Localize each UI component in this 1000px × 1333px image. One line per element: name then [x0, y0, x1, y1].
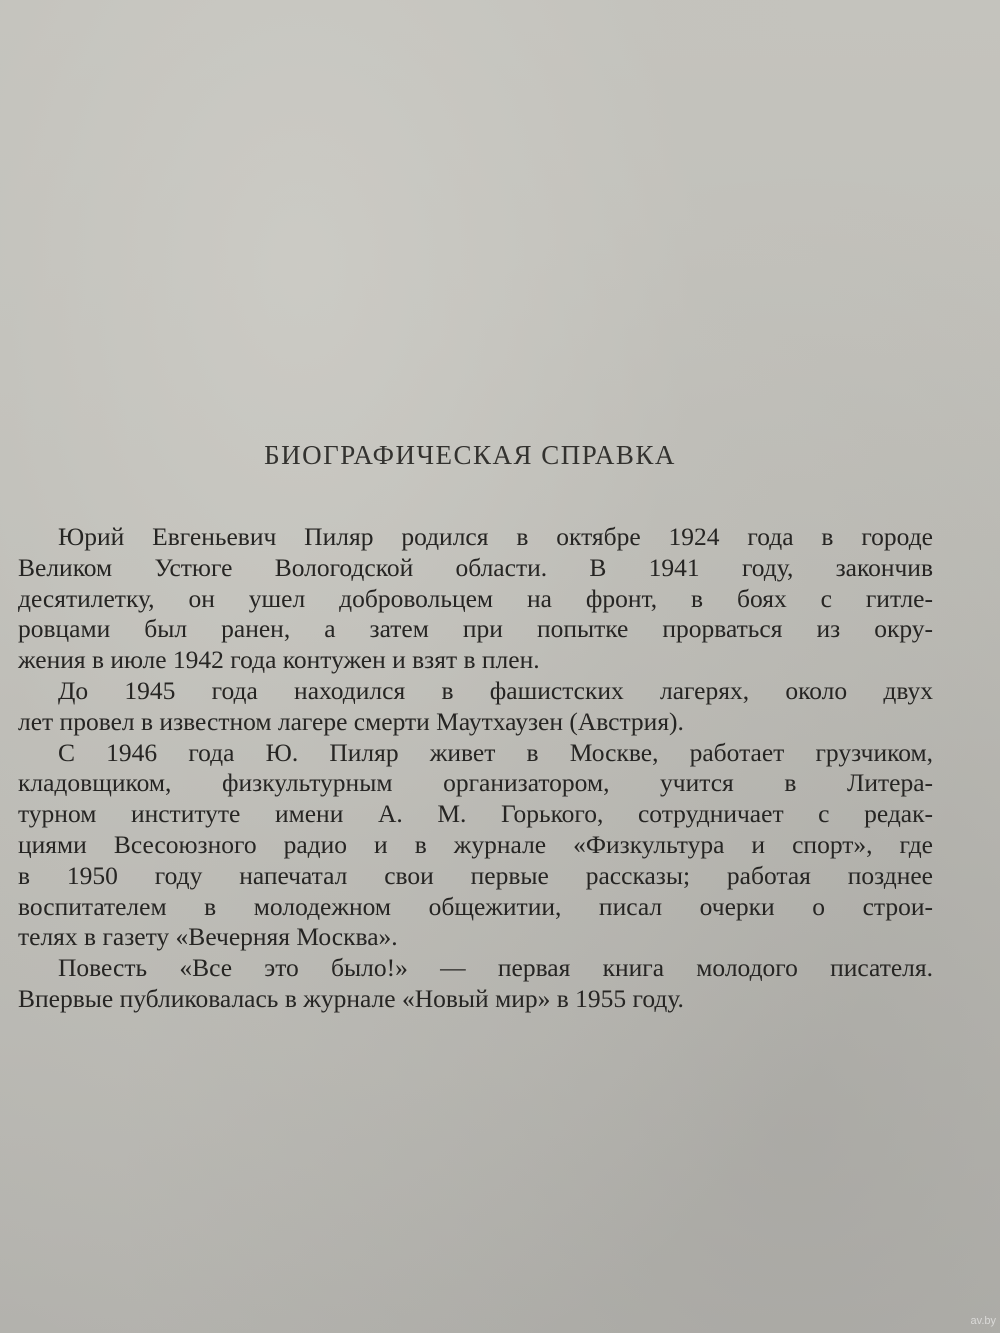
text-line: ровцами был ранен, а затем при попытке прорваться из окру- — [18, 614, 933, 644]
text-line: жения в июле 1942 года контужен и взят в плен. — [18, 645, 540, 675]
text-line: Впервые публиковалась в журнале «Новый мир» в 1955 году. — [18, 983, 684, 1013]
text-line: воспитателем в молодежном общежитии, писал очерки о строи- — [18, 891, 933, 921]
biography-text — [18, 522, 933, 1015]
text-line: кладовщиком, физкультурным организатором, учится в Литера- — [18, 768, 933, 798]
text-line: Великом Устюге Вологодской области. В 1941 году, закончив — [18, 552, 933, 582]
paragraph-1 — [18, 522, 933, 676]
page-title: БИОГРАФИЧЕСКАЯ СПРАВКА — [264, 440, 676, 470]
text-line: десятилетку, он ушел добровольцем на фронт, в боях с гитле- — [18, 583, 933, 613]
text-line: турном институте имени А. М. Горького, сотрудничает с редак- — [18, 799, 933, 829]
text-line: лет провел в известном лагере смерти Маутхаузен (Австрия). — [18, 706, 684, 736]
text-line: До 1945 года находился в фашистских лагерях, около двух — [58, 675, 933, 705]
text-line: в 1950 году напечатал свои первые рассказы; работая позднее — [18, 860, 933, 890]
text-line: С 1946 года Ю. Пиляр живет в Москве, работает грузчиком, — [58, 737, 933, 767]
text-line: Юрий Евгеньевич Пиляр родился в октябре 1924 года в городе — [58, 522, 933, 551]
paragraph-4 — [18, 953, 933, 1015]
text-line: телях в газету «Вечерняя Москва». — [18, 922, 398, 952]
watermark: av.by — [970, 1315, 996, 1327]
paragraph-2 — [18, 676, 933, 738]
text-line: циями Всесоюзного радио и в журнале «Физкультура и спорт», где — [18, 829, 933, 859]
paragraph-3 — [18, 738, 933, 954]
text-line: Повесть «Все это было!» — первая книга молодого писателя. — [58, 953, 933, 983]
